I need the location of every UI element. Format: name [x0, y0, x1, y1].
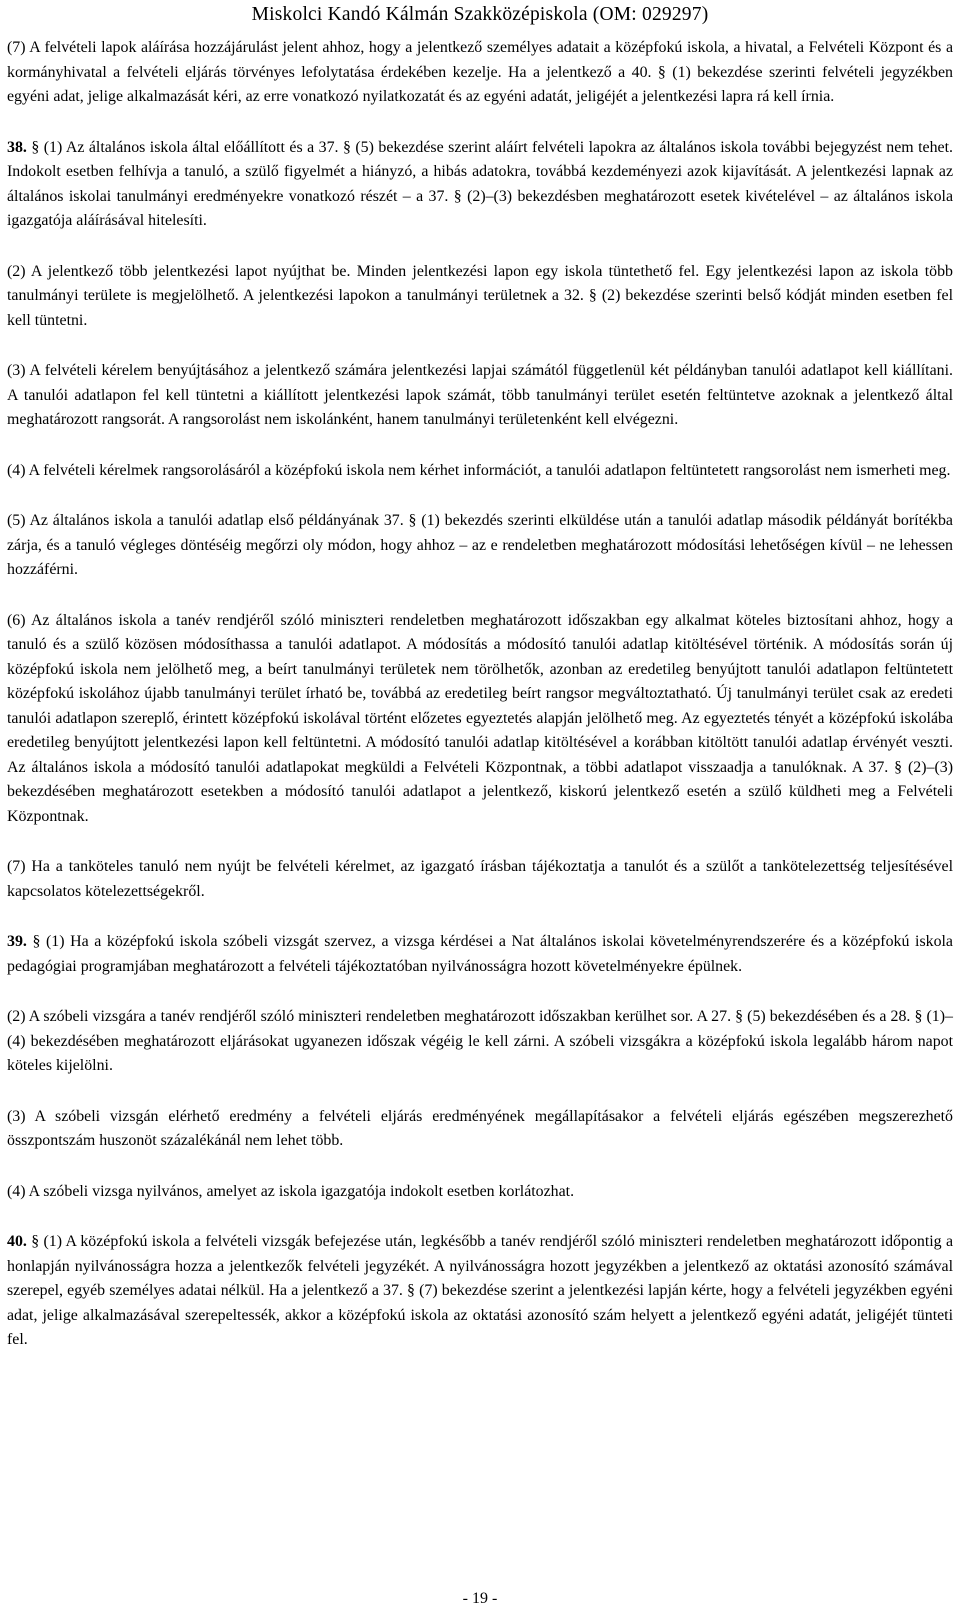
- paragraph-38-1: 38. § (1) Az általános iskola által előállított és a 37. § (5) bekezdése szerint aláírt felvételi lapokra az általános iskola további bejegyzést nem tehet. Indokolt esetben felhívja a tanuló, a szülő figyelmét a hiányzó, a hibás adatokra, továbbá kezdeményezi azok kijavítását. A jelentkezési lapnak az általános iskolai tanulmányi eredményekre vonatkozó részét – a 37. § (2)–(3) bekezdésben meghatározott esetek kivételével – az általános iskola igazgatója aláírásával hitelesíti.: [7, 138, 953, 229]
- paragraph-38-6: (6) Az általános iskola a tanév rendjéről szóló miniszteri rendeletben meghatározott időszakban egy alkalmat köteles biztosítani ahhoz, hogy a tanuló és a szülő közösen módosíthassa a tanulói adatlapot. A módosítás a módosító tanulói adatlap kitöltésével történik. A módosítás során új középfokú iskola nem jelölhető meg, a beírt tanulmányi területek nem törölhetők, azonban az eredetileg benyújtott tanulói adatlapon feltüntetett középfokú iskolához újabb tanulmányi terület írható be, továbbá az eredetileg beírt rangsor megváltoztatható. Új tanulmányi terület csak az eredeti tanulói adatlapon szereplő, érintett középfokú iskolával történt előzetes egyeztetés alapján jelölhető meg. Az egyeztetés tényét a középfokú iskolába eredetileg benyújtott jelentkezési lapon kell feltüntetni. A módosító tanulói adatlap kitöltésével a korábban kitöltött tanulói adatlap érvényét veszti. Az általános iskola a módosító tanulói adatlapokat megküldi a Felvételi Központnak, a többi adatlapot visszaadja a tanulóknak. A 37. § (2)–(3) bekezdésében meghatározott esetekben a módosító tanulói adatlapot a jelentkező, kiskorú jelentkező esetén a szülő küldheti meg a Felvételi Központnak.: [7, 611, 953, 825]
- paragraph-37-7: (7) A felvételi lapok aláírása hozzájárulást jelent ahhoz, hogy a jelentkező személyes adatait a középfokú iskola, a hivatal, a Felvételi Központ és a kormányhivatal a felvételi eljárás törvényes lefolytatása érdekében kezelje. Ha a jelentkező a 40. § (1) bekezdése szerinti felvételi jegyzékben egyéni adat, jelige alkalmazását kéri, az erre vonatkozó nyilatkozatát és az egyéni adatát, jeligéjét a jelentkezési lapra rá kell írnia.: [7, 39, 953, 105]
- paragraph-39-3: (3) A szóbeli vizsgán elérhető eredmény a felvételi eljárás eredményének megállapításakor a felvételi eljárás egészében megszerezhető összpontszám huszonöt százalékánál nem lehet több.: [7, 1107, 953, 1149]
- paragraph-38-4: (4) A felvételi kérelmek rangsorolásáról a középfokú iskola nem kérhet információt, a tanulói adatlapon feltüntetett rangsorolást nem ismerheti meg.: [7, 461, 951, 479]
- paragraph-39-1: 39. § (1) Ha a középfokú iskola szóbeli vizsgát szervez, a vizsga kérdései a Nat általános iskolai követelményrendszerére és a középfokú iskola pedagógiai programjában meghatározott a felvételi tájékoztatóban nyilvánosságra hozott követelményekre épülnek.: [7, 933, 953, 975]
- paragraph-40-1: 40. § (1) A középfokú iskola a felvételi vizsgák befejezése után, legkésőbb a tanév rendjéről szóló miniszteri rendeletben meghatározott időpontig a honlapján nyilvánosságra hozza a jelentkezők felvételi jegyzékét. A nyilvánosságra hozott jegyzékben a jelentkező az oktatási azonosító számával szerepel, egyéb személyes adatai nélkül. Ha a jelentkező a 37. § (7) bekezdése szerint a jelentkezési lapján kérte, hogy a felvételi jegyzékben egyéni adat, jelige alkalmazásával szerepeltessék, akkor a középfokú iskola az oktatási azonosító szám helyett a jelentkező egyéni adatát, jeligéjét tünteti fel.: [7, 1233, 953, 1348]
- section-number: 38.: [7, 138, 27, 156]
- paragraph-38-3: (3) A felvételi kérelem benyújtásához a jelentkező számára jelentkezési lapjai számától függetlenül két példányban tanulói adatlapot kell kiállítani. A tanulói adatlapon fel kell tüntetni a kiállított jelentkezési lapok számát, több tanulmányi terület esetén feltüntetve azoknak a jelentkező által meghatározott rangsorát. A rangsorolást nem iskolánként, hanem tanulmányi területenként kell elvégezni.: [7, 362, 953, 428]
- paragraph-38-5: (5) Az általános iskola a tanulói adatlap első példányának 37. § (1) bekezdés szerinti elküldése után a tanulói adatlap második példányát borítékba zárja, és a tanuló végleges döntéséig megőrzi oly módon, hogy ahhoz – az e rendeletben meghatározott módosítási lehetőségen kívül – ne lehessen hozzáférni.: [7, 512, 953, 578]
- section-number: 39.: [7, 933, 27, 950]
- paragraph-38-2: (2) A jelentkező több jelentkezési lapot nyújthat be. Minden jelentkezési lapon egy iskola tüntethető fel. Egy jelentkezési lapon az iskola több tanulmányi területe is megjelölhető. A jelentkezési lapokon a tanulmányi területnek a 32. § (2) bekezdése szerinti belső kódját minden esetben fel kell tüntetni.: [7, 262, 953, 329]
- paragraph-38-7: (7) Ha a tanköteles tanuló nem nyújt be felvételi kérelmet, az igazgató írásban tájékoztatja a tanulót és a szülőt a tankötelezettség teljesítésével kapcsolatos kötelezettségekről.: [7, 858, 953, 900]
- page-header: Miskolci Kandó Kálmán Szakközépiskola (OM: 029297): [251, 4, 709, 25]
- document-body: [7, 36, 953, 1379]
- paragraph-39-2: (2) A szóbeli vizsgára a tanév rendjéről szóló miniszteri rendeletben meghatározott időszakban kerülhet sor. A 27. § (5) bekezdésében és a 28. § (1)–(4) bekezdésében meghatározott eljárásokat ugyanezen időszak végéig le kell zárni. A szóbeli vizsgákra a középfokú iskola legalább három napot köteles kijelölni.: [7, 1008, 953, 1074]
- paragraph-39-4: (4) A szóbeli vizsga nyilvános, amelyet az iskola igazgatója indokolt esetben korlátozhat.: [7, 1182, 575, 1200]
- page-number: - 19 -: [462, 1590, 498, 1607]
- section-number: 40.: [7, 1233, 27, 1250]
